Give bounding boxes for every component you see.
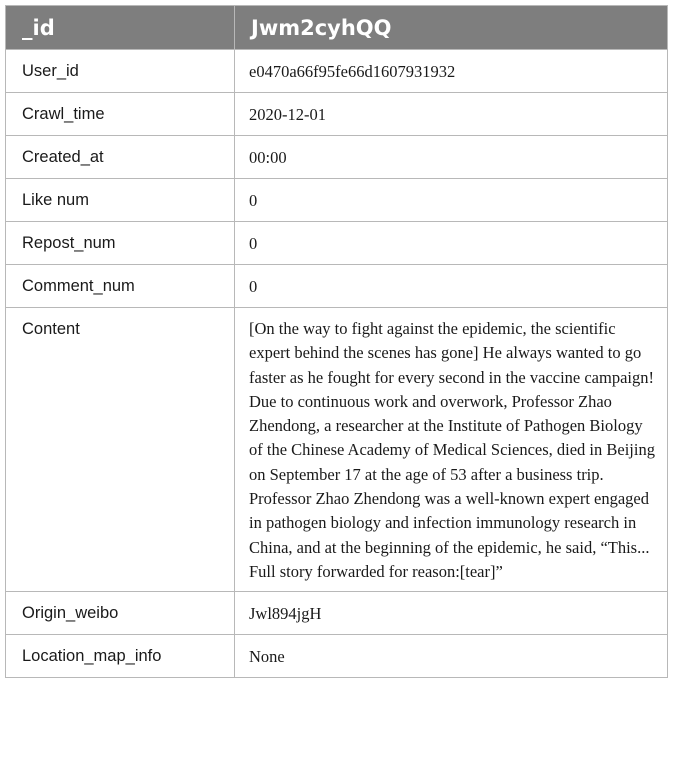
table-row-like-num [6, 179, 668, 222]
field-label: Repost_num [6, 222, 235, 265]
field-label: Content [6, 308, 235, 592]
field-label: User_id [6, 50, 235, 93]
field-label: Origin_weibo [6, 592, 235, 635]
table-row-crawl-time [6, 93, 668, 136]
header-field-name: _id [6, 6, 235, 50]
table-row-user-id [6, 50, 668, 93]
field-value: 0 [235, 265, 668, 308]
table-row-location-map-info [6, 635, 668, 678]
field-label: Location_map_info [6, 635, 235, 678]
table-row-origin-weibo [6, 592, 668, 635]
table-row-comment-num [6, 265, 668, 308]
field-value: 0 [235, 179, 668, 222]
field-value: 0 [235, 222, 668, 265]
field-value-content: [On the way to fight against the epidemic, the scientific expert behind the scenes has gone] He always wanted to go faster as he fought for every second in the vaccine campaign! Due to continuous work and overwork, Professor Zhao Zhendong, a researcher at the Institute of Pathogen Biology of the Chinese Academy of Medical Sciences, died in Beijing on September 17 at the age of 53 after a business trip. Professor Zhao Zhendong was a well-known expert engaged in pathogen biology and infection immunology research in China, and at the beginning of the epidemic, he said, “This... Full story forwarded for reason:[tear]” [235, 308, 668, 592]
field-value: Jwl894jgH [235, 592, 668, 635]
table-header-row [6, 6, 668, 50]
field-value: None [235, 635, 668, 678]
field-label: Crawl_time [6, 93, 235, 136]
table-row-repost-num [6, 222, 668, 265]
table-row-content [6, 308, 668, 592]
field-value: 2020-12-01 [235, 93, 668, 136]
field-value: 00:00 [235, 136, 668, 179]
weibo-record-table [5, 5, 668, 678]
table-row-created-at [6, 136, 668, 179]
field-label: Like num [6, 179, 235, 222]
header-record-id: Jwm2cyhQQ [235, 6, 668, 50]
field-label: Comment_num [6, 265, 235, 308]
field-value: e0470a66f95fe66d1607931932 [235, 50, 668, 93]
weibo-record-table-container [5, 5, 667, 678]
field-label: Created_at [6, 136, 235, 179]
